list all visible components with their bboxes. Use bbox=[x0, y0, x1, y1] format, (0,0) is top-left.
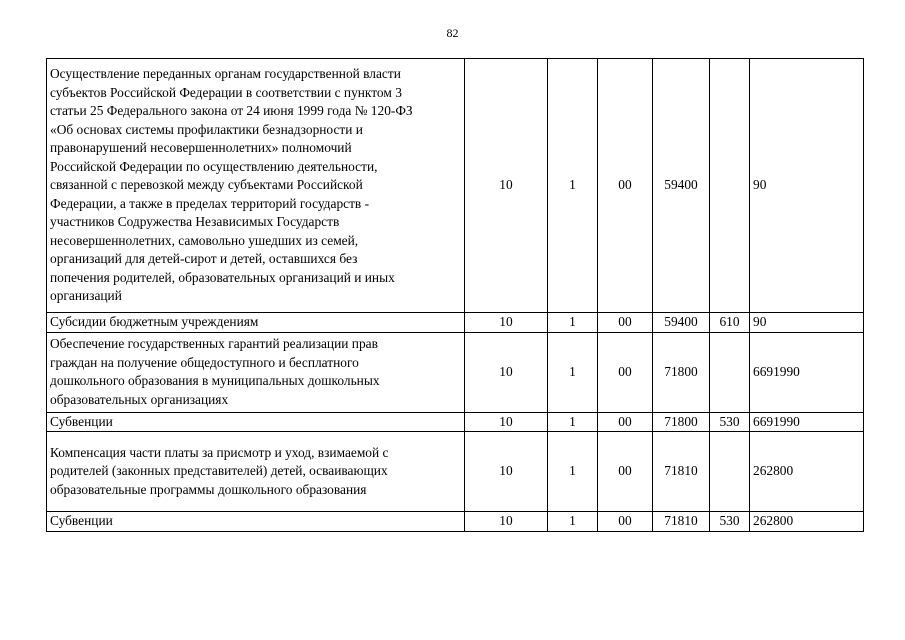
expense-type-code bbox=[710, 332, 750, 412]
description-line: образовательных организациях bbox=[50, 391, 229, 407]
expense-type-code bbox=[710, 59, 750, 313]
section-code: 10 bbox=[465, 432, 548, 512]
description-line: субъектов Российской Федерации в соответствии с пунктом 3 bbox=[50, 84, 402, 100]
direction-code: 59400 bbox=[653, 59, 710, 313]
direction-code: 71800 bbox=[653, 332, 710, 412]
description-line: организаций для детей-сирот и детей, оставшихся без bbox=[50, 251, 358, 267]
description-line: связанной с перевозкой между субъектами Российской bbox=[50, 177, 363, 193]
row-description bbox=[47, 59, 465, 313]
section-code: 10 bbox=[465, 332, 548, 412]
description-line: Компенсация части платы за присмотр и уход, взимаемой с bbox=[50, 444, 389, 460]
amount: 262800 bbox=[750, 512, 864, 532]
subsection-code: 1 bbox=[548, 313, 598, 333]
description-line: Российской Федерации по осуществлению деятельности, bbox=[50, 158, 378, 174]
description-line: правонарушений несовершеннолетних» полномочий bbox=[50, 140, 352, 156]
page-number: 82 bbox=[446, 26, 459, 40]
program-code: 00 bbox=[598, 412, 653, 432]
amount: 262800 bbox=[750, 432, 864, 512]
subsection-code: 1 bbox=[548, 512, 598, 532]
expense-type-code bbox=[710, 432, 750, 512]
description-line: Обеспечение государственных гарантий реализации прав bbox=[50, 336, 378, 351]
description-line: граждан на получение общедоступного и бесплатного bbox=[50, 354, 359, 370]
description-line: родителей (законных представителей) детей, осваивающих bbox=[50, 463, 388, 479]
program-code: 00 bbox=[598, 59, 653, 313]
expense-type-code: 530 bbox=[710, 412, 750, 432]
table-row bbox=[47, 332, 864, 412]
row-description bbox=[47, 432, 465, 512]
table-row bbox=[47, 313, 864, 333]
section-code: 10 bbox=[465, 313, 548, 333]
table-row bbox=[47, 412, 864, 432]
direction-code: 71810 bbox=[653, 512, 710, 532]
amount: 90 bbox=[750, 313, 864, 333]
description-line: организаций bbox=[50, 288, 122, 304]
description-line: Осуществление переданных органам государственной власти bbox=[50, 66, 401, 82]
description-line: попечения родителей, образовательных организаций и иных bbox=[50, 269, 395, 285]
description-line: Субсидии бюджетным учреждениям bbox=[50, 314, 259, 329]
description-line: «Об основах системы профилактики безнадзорности и bbox=[50, 121, 363, 137]
table-row bbox=[47, 59, 864, 313]
description-line: дошкольного образования в муниципальных дошкольных bbox=[50, 373, 380, 388]
description-line: Субвенции bbox=[50, 413, 113, 429]
program-code: 00 bbox=[598, 432, 653, 512]
program-code: 00 bbox=[598, 313, 653, 333]
description-line: участников Содружества Независимых Государств bbox=[50, 214, 340, 230]
table-row bbox=[47, 432, 864, 512]
description-line: образовательные программы дошкольного образования bbox=[50, 481, 367, 497]
description-line: несовершеннолетних, самовольно ушедших из семей, bbox=[50, 232, 359, 248]
amount: 6691990 bbox=[750, 332, 864, 412]
subsection-code: 1 bbox=[548, 432, 598, 512]
expense-type-code: 530 bbox=[710, 512, 750, 532]
direction-code: 59400 bbox=[653, 313, 710, 333]
expense-type-code: 610 bbox=[710, 313, 750, 333]
amount: 6691990 bbox=[750, 412, 864, 432]
row-description bbox=[47, 412, 465, 432]
description-line: Федерации, а также в пределах территорий государств - bbox=[50, 195, 370, 211]
amount: 90 bbox=[750, 59, 864, 313]
direction-code: 71810 bbox=[653, 432, 710, 512]
row-description bbox=[47, 332, 465, 412]
table-row bbox=[47, 512, 864, 532]
section-code: 10 bbox=[465, 412, 548, 432]
subsection-code: 1 bbox=[548, 412, 598, 432]
section-code: 10 bbox=[465, 59, 548, 313]
description-line: Субвенции bbox=[50, 513, 113, 528]
direction-code: 71800 bbox=[653, 412, 710, 432]
budget-table bbox=[46, 58, 864, 532]
row-description bbox=[47, 313, 465, 333]
subsection-code: 1 bbox=[548, 332, 598, 412]
subsection-code: 1 bbox=[548, 59, 598, 313]
section-code: 10 bbox=[465, 512, 548, 532]
row-description bbox=[47, 512, 465, 532]
program-code: 00 bbox=[598, 512, 653, 532]
program-code: 00 bbox=[598, 332, 653, 412]
description-line: статьи 25 Федерального закона от 24 июня 1999 года № 120-ФЗ bbox=[50, 103, 413, 119]
